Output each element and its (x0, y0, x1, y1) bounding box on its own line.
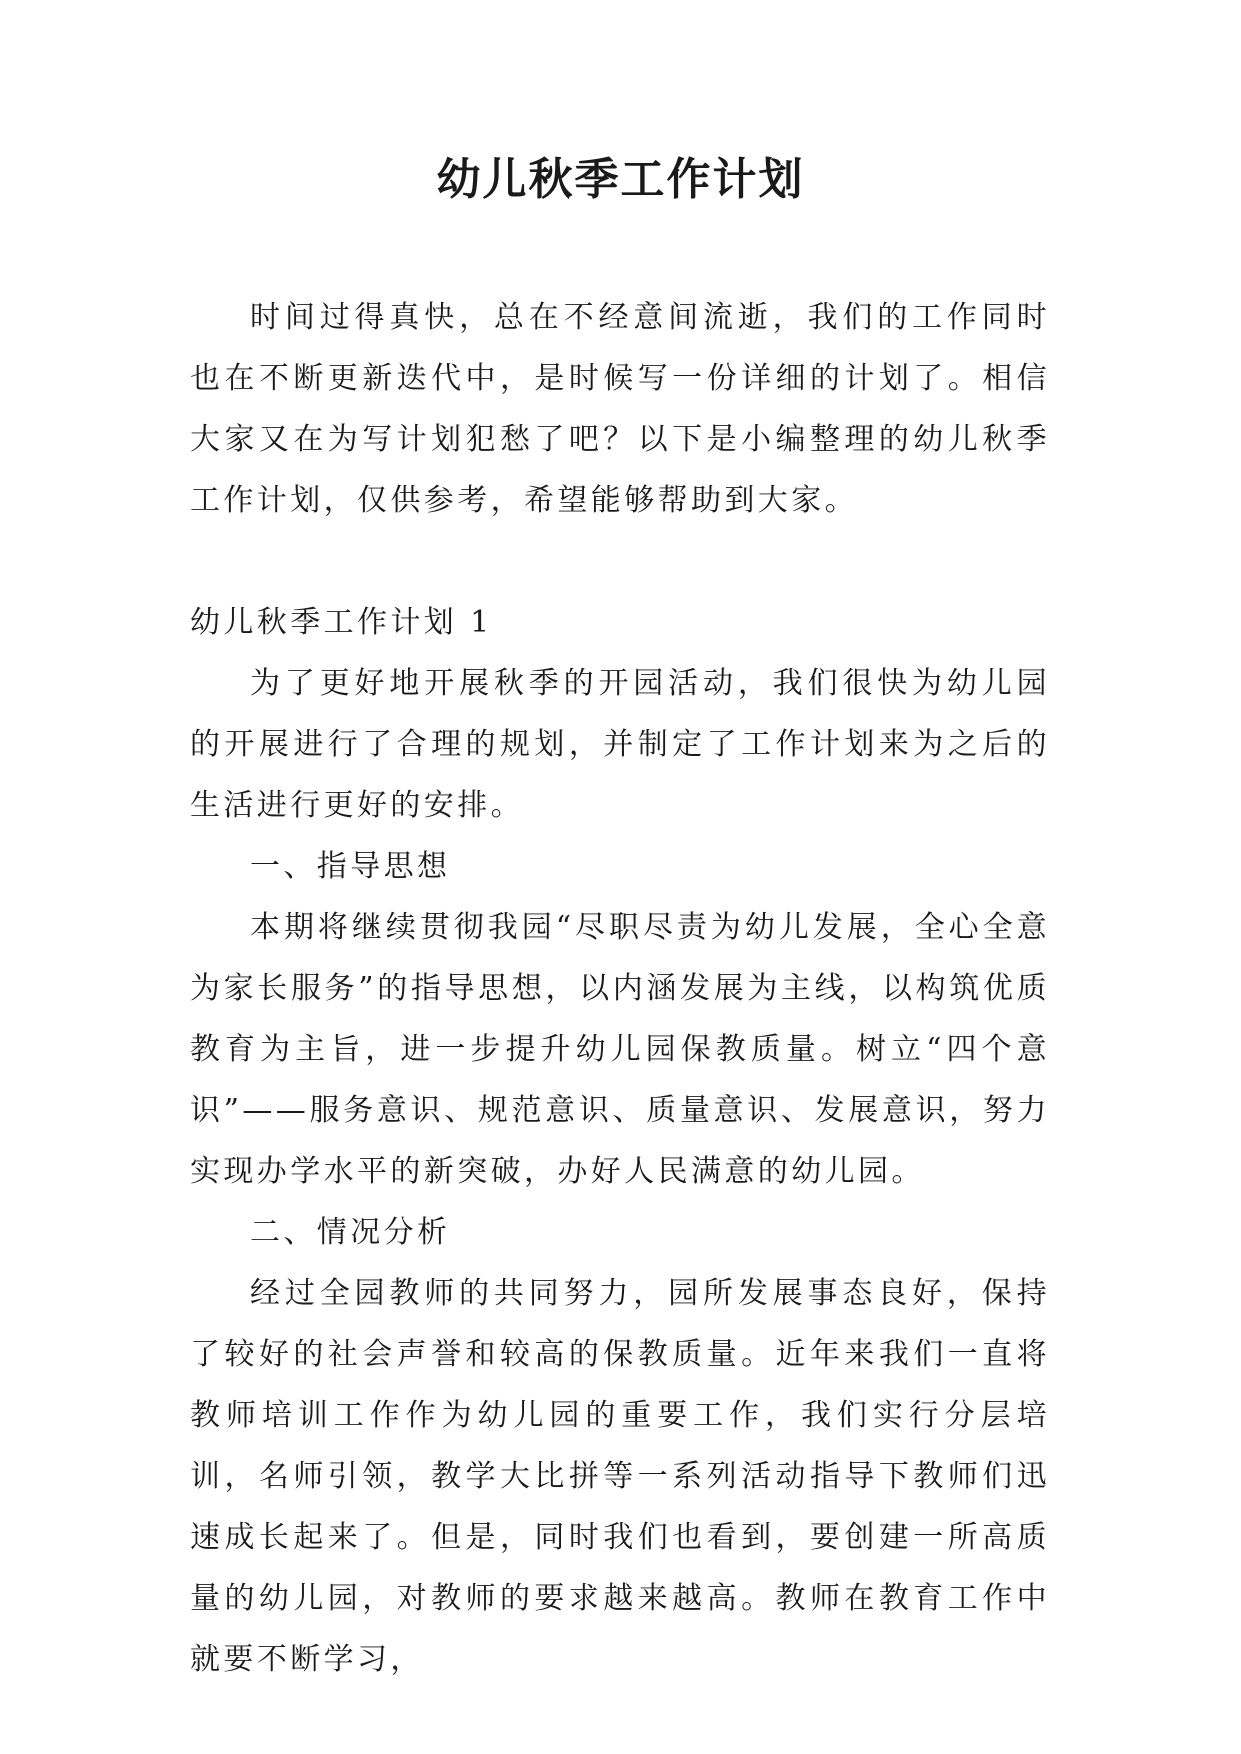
body-paragraph: 为了更好地开展秋季的开园活动，我们很快为幼儿园的开展进行了合理的规划，并制定了工作计划来为之后的生活进行更好的安排。 (190, 666, 1050, 823)
paragraph-gap (190, 531, 1050, 592)
document-title: 幼儿秋季工作计划 (436, 154, 805, 205)
section-heading: 幼儿秋季工作计划 1 (190, 605, 493, 640)
document-body (190, 287, 1050, 1690)
body-paragraph: 本期将继续贯彻我园“尽职尽责为幼儿发展，全心全意为家长服务”的指导思想，以内涵发展为主线，以构筑优质教育为主旨，进一步提升幼儿园保教质量。树立“四个意识”——服务意识、规范意识、质量意识、发展意识，努力实现办学水平的新突破，办好人民满意的幼儿园。 (190, 910, 1050, 1189)
subsection-heading-situation-analysis: 二、情况分析 (250, 1215, 451, 1250)
subsection-heading-guiding-ideology: 一、指导思想 (250, 849, 451, 884)
intro-paragraph: 时间过得真快，总在不经意间流逝，我们的工作同时也在不断更新迭代中，是时候写一份详细的计划了。相信大家又在为写计划犯愁了吧？以下是小编整理的幼儿秋季工作计划，仅供参考，希望能够帮助到大家。 (190, 300, 1050, 518)
body-paragraph: 经过全园教师的共同努力，园所发展事态良好，保持了较好的社会声誉和较高的保教质量。近年来我们一直将教师培训工作作为幼儿园的重要工作，我们实行分层培训，名师引领，教学大比拼等一系列活动指导下教师们迅速成长起来了。但是，同时我们也看到，要创建一所高质量的幼儿园，对教师的要求越来越高。教师在教育工作中就要不断学习， (190, 1276, 1050, 1677)
